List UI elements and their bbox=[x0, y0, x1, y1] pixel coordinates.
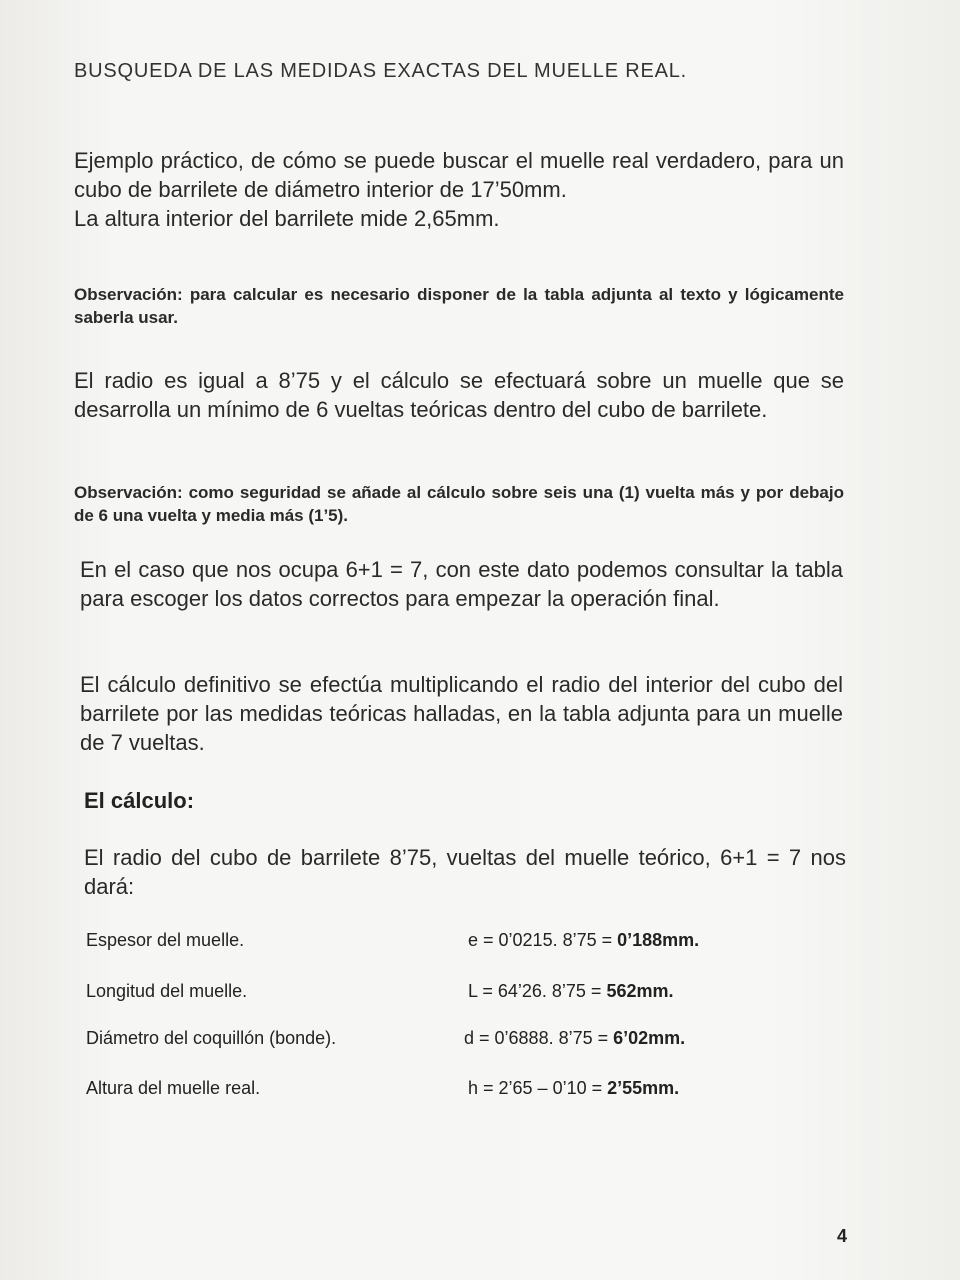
intro-paragraph bbox=[74, 146, 844, 233]
case-paragraph: En el caso que nos ocupa 6+1 = 7, con este dato podemos consultar la tabla para escoger los datos correctos para empezar la operación final. bbox=[80, 557, 843, 611]
calc-row-formula: h = 2’65 – 0’10 = 2’55mm. bbox=[468, 1078, 680, 1098]
calc-row-label: Espesor del muelle. bbox=[86, 930, 245, 950]
calc-row-formula: L = 64’26. 8’75 = 562mm. bbox=[468, 981, 674, 1001]
height-text: La altura interior del barrilete mide 2,65mm. bbox=[74, 206, 500, 231]
calc-row-result: 562mm. bbox=[606, 981, 674, 1001]
calc-intro: El radio del cubo de barrilete 8’75, vueltas del muelle teórico, 6+1 = 7 nos dará: bbox=[84, 845, 846, 899]
calc-row-result: 6’02mm. bbox=[613, 1028, 686, 1048]
page-number: 4 bbox=[837, 1226, 848, 1246]
calc-row-label: Longitud del muelle. bbox=[86, 981, 248, 1001]
intro-text: Ejemplo práctico, de cómo se puede buscar el muelle real verdadero, para un cubo de barrilete de diámetro interior de 17’50mm. bbox=[74, 148, 844, 202]
calc-row-label: Diámetro del coquillón (bonde). bbox=[86, 1028, 337, 1048]
radius-paragraph: El radio es igual a 8’75 y el cálculo se efectuará sobre un muelle que se desarrolla un mínimo de 6 vueltas teóricas dentro del cubo de barrilete. bbox=[74, 368, 844, 422]
observation-1: Observación: para calcular es necesario disponer de la tabla adjunta al texto y lógicamente saberla usar. bbox=[74, 285, 844, 327]
calc-row-formula: e = 0’0215. 8’75 = 0’188mm. bbox=[468, 930, 700, 950]
observation-2: Observación: como seguridad se añade al cálculo sobre seis una (1) vuelta más y por debajo de 6 una vuelta y media más (1’5). bbox=[74, 483, 844, 525]
page-heading: BUSQUEDA DE LAS MEDIDAS EXACTAS DEL MUELLE REAL. bbox=[74, 60, 688, 82]
calc-title: El cálculo: bbox=[84, 788, 195, 813]
calc-row-formula: d = 0’6888. 8’75 = 6’02mm. bbox=[464, 1028, 686, 1048]
calc-row-label: Altura del muelle real. bbox=[86, 1078, 261, 1098]
calc-row-result: 2’55mm. bbox=[607, 1078, 680, 1098]
definitive-calc-paragraph: El cálculo definitivo se efectúa multiplicando el radio del interior del cubo del barrilete por las medidas teóricas halladas, en la tabla adjunta para un muelle de 7 vueltas. bbox=[80, 672, 843, 755]
calc-row-result: 0’188mm. bbox=[617, 930, 700, 950]
